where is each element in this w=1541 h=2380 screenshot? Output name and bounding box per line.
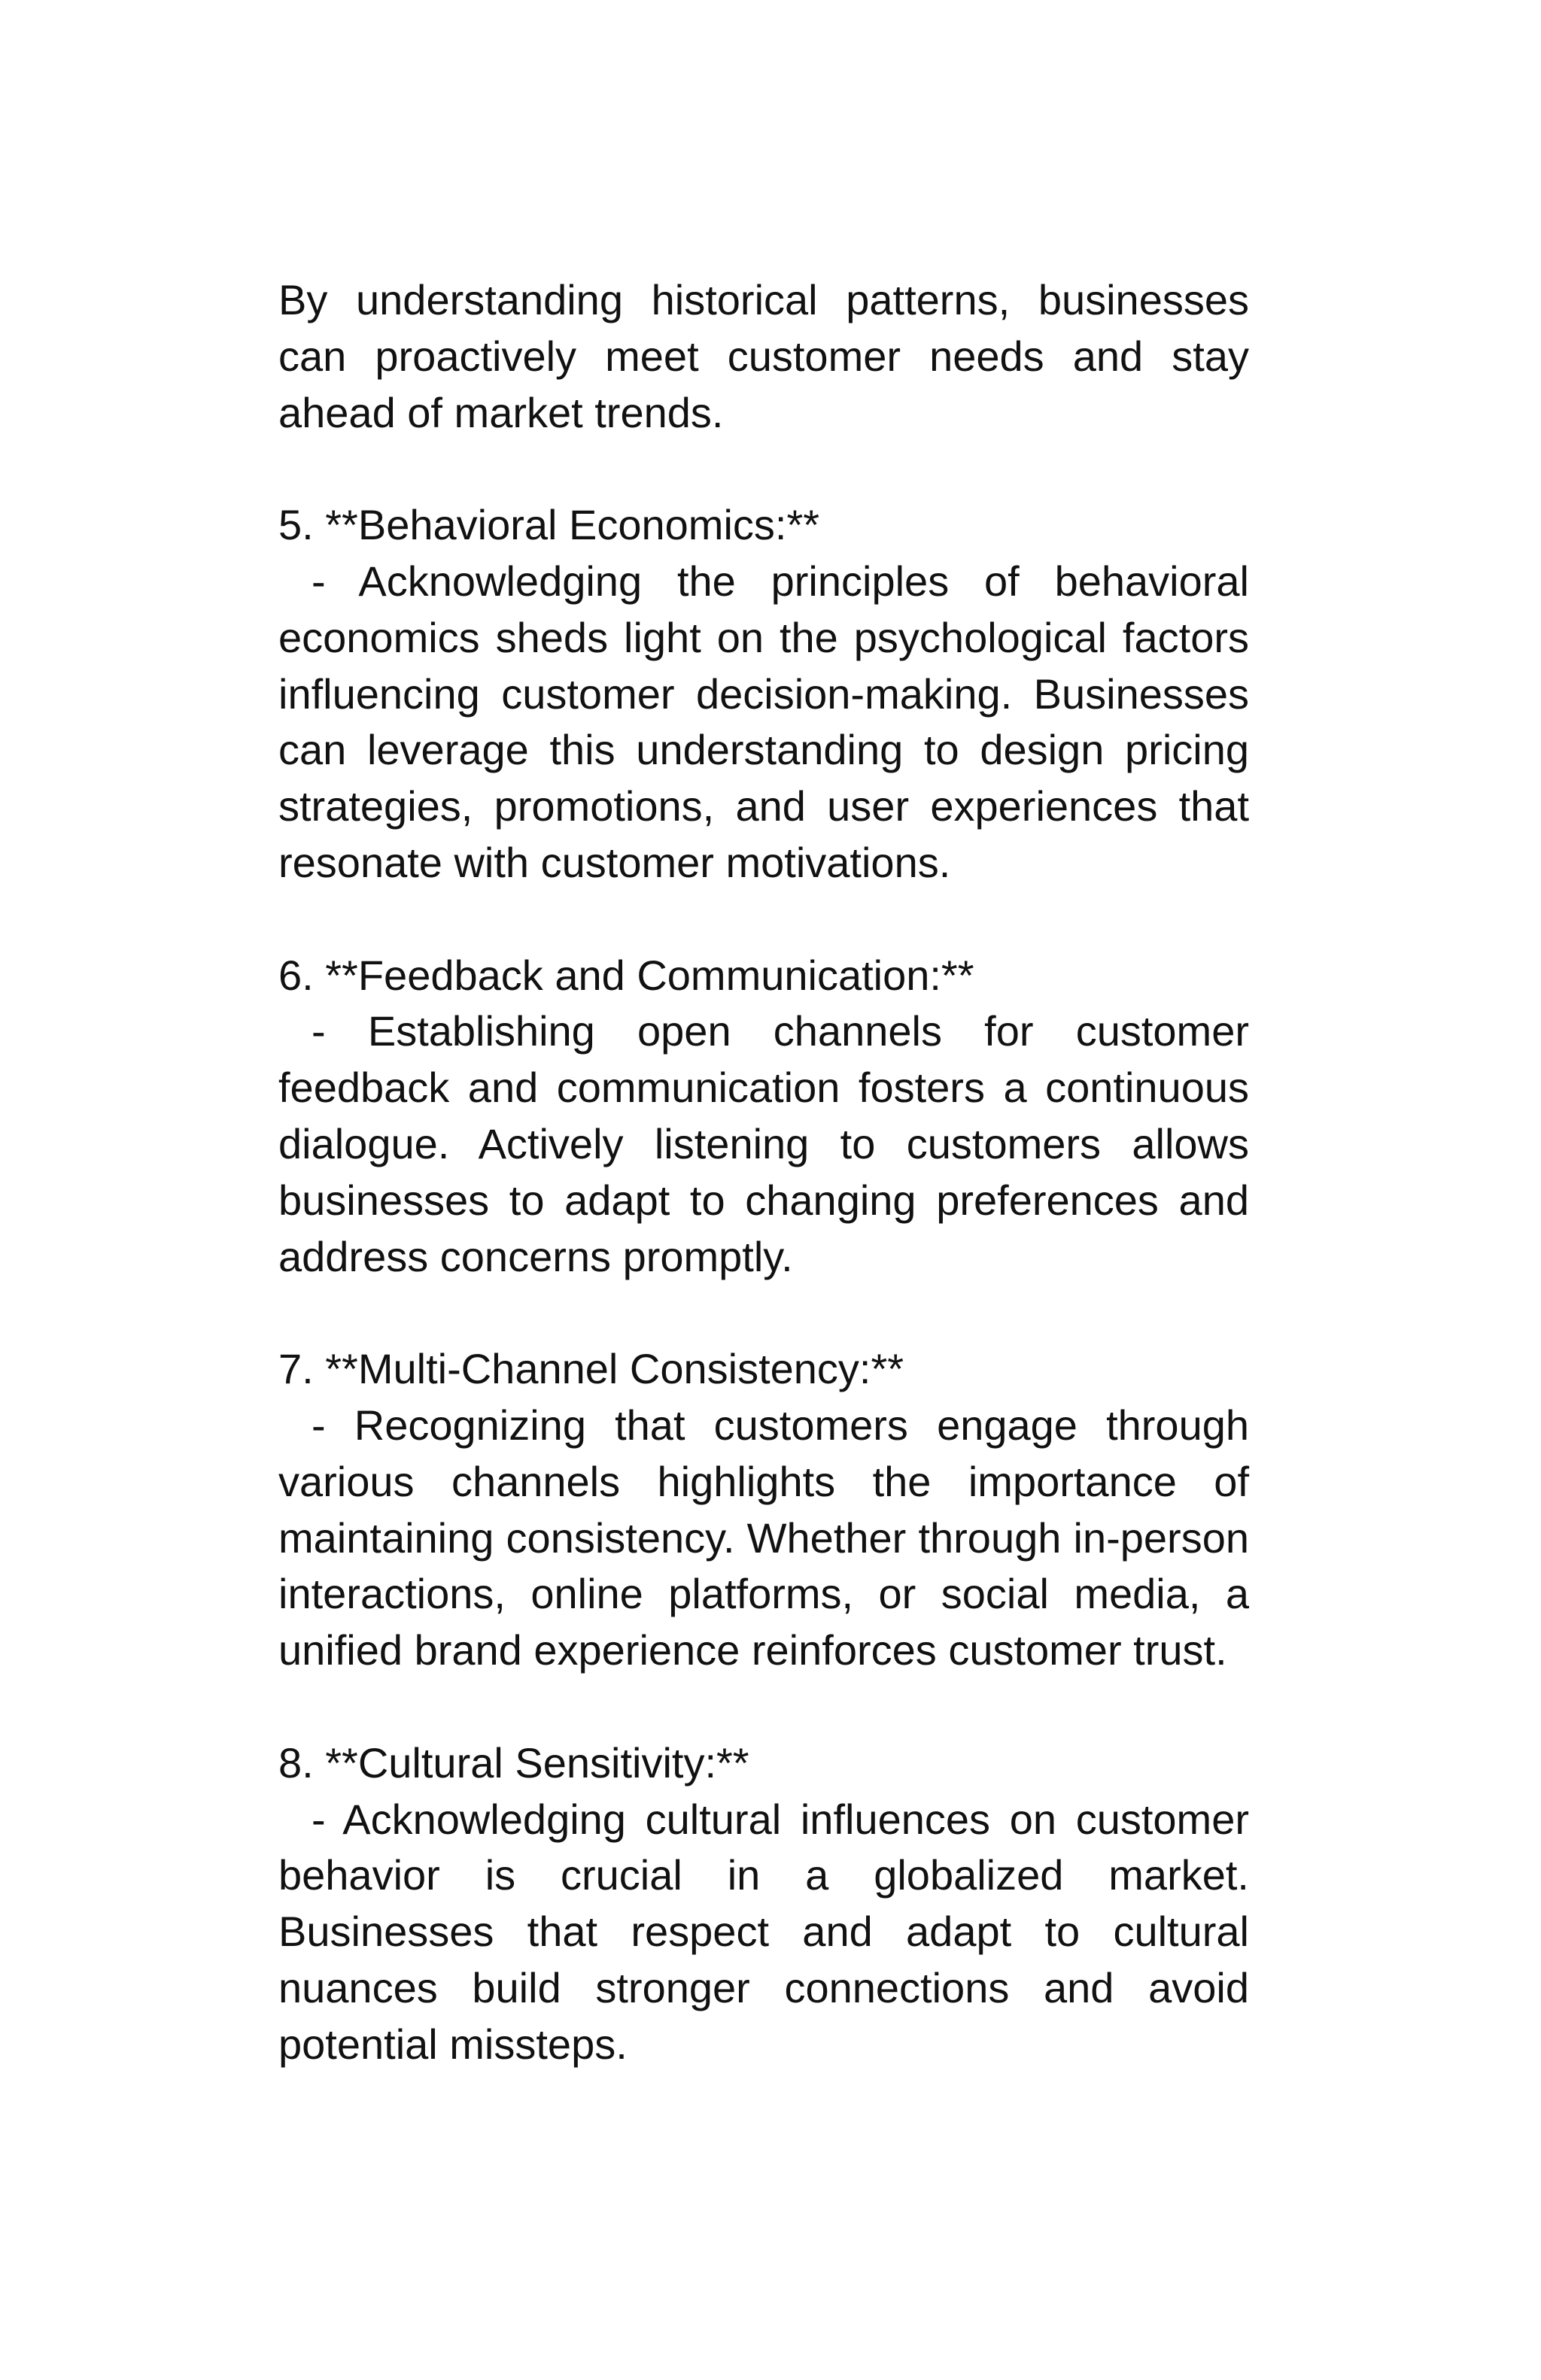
section-body: - Establishing open channels for customer feedback and communication fosters a continuous dialogue. Actively listening to customers allows businesses to adapt to changing preferences and address concerns promptly. xyxy=(278,1007,1249,1280)
section-behavioral-economics xyxy=(278,497,1249,891)
section-body: - Acknowledging the principles of behavioral economics sheds light on the psychological factors influencing customer decision-making. Businesses can leverage this understanding to design pricing strategies, promotions, and user experiences that resonate with customer motivations. xyxy=(278,557,1249,886)
section-heading: 8. **Cultural Sensitivity:** xyxy=(278,1738,749,1787)
section-cultural-sensitivity xyxy=(278,1735,1249,2073)
section-feedback-communication xyxy=(278,948,1249,1286)
document-page xyxy=(278,272,1249,2073)
section-heading: 7. **Multi-Channel Consistency:** xyxy=(278,1345,904,1393)
section-body: - Recognizing that customers engage through various channels highlights the importance of maintaining consistency. Whether through in-person interactions, online platforms, or social media, a unified brand experience reinforces customer trust. xyxy=(278,1401,1249,1674)
section-multi-channel-consistency xyxy=(278,1341,1249,1679)
section-heading: 5. **Behavioral Economics:** xyxy=(278,501,820,549)
section-heading: 6. **Feedback and Communication:** xyxy=(278,951,974,999)
intro-paragraph: By understanding historical patterns, businesses can proactively meet customer needs and stay ahead of market trends. xyxy=(278,276,1249,436)
section-body: - Acknowledging cultural influences on customer behavior is crucial in a globalized market. Businesses that respect and adapt to cultural nuances build stronger connections and avoid potential missteps. xyxy=(278,1795,1249,2068)
